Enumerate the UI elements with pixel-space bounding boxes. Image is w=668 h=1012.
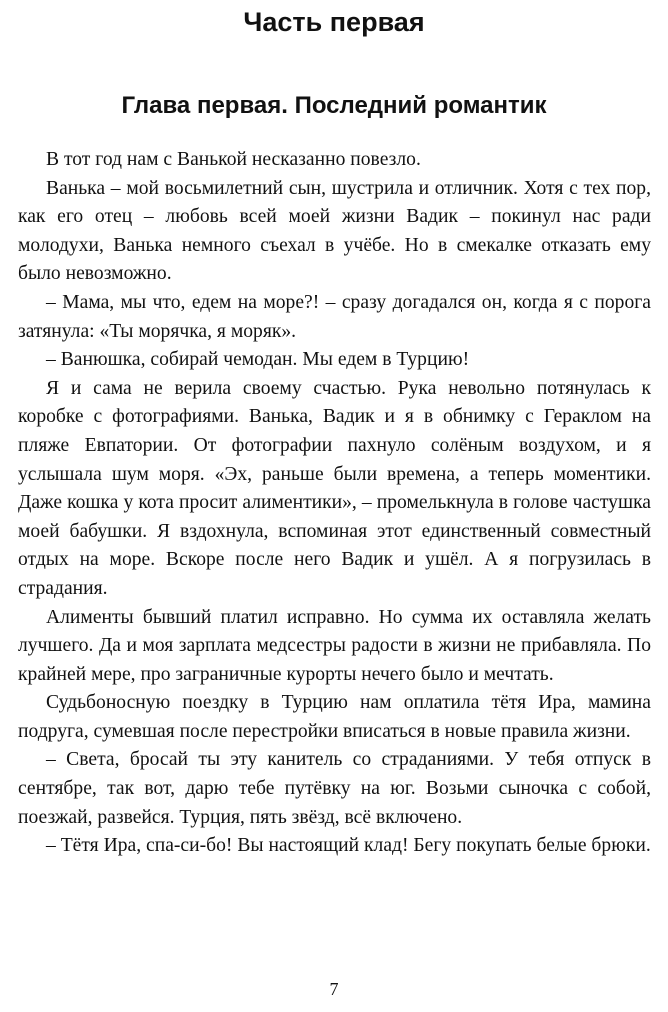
paragraph-3: – Мама, мы что, едем на море?! – сразу догадался он, когда я с порога затянула: «Ты морячка, я моряк». xyxy=(18,291,651,342)
page-number: 7 xyxy=(329,979,339,999)
paragraph-5: Я и сама не верила своему счастью. Рука невольно потянулась к коробке с фотографиями. Ванька, Вадик и я в обнимку с Гераклом на пляже Евпатории. От фотографии пахнуло солёным воздухом, и я услышала шум моря. «Эх, раньше были времена, а теперь моментики. Даже кошка у кота просит алиментики», – промелькнула в голове частушка моей бабушки. Я вздохнула, вспоминая этот единственный совместный отдых на море. Вскоре после него Вадик и ушёл. А я погрузилась в страдания. xyxy=(18,377,651,599)
paragraph-2: Ванька – мой восьмилетний сын, шустрила и отличник. Хотя с тех пор, как его отец – любовь всей моей жизни Вадик – покинул нас ради молодухи, Ванька немного съехал в учёбе. Но в смекалке отказать ему было невозможно. xyxy=(18,177,651,285)
paragraph-9: – Тётя Ира, спа-си-бо! Вы настоящий клад! Бегу покупать белые брюки. xyxy=(46,835,651,857)
paragraph-4: – Ванюшка, собирай чемодан. Мы едем в Турцию! xyxy=(46,349,470,371)
paragraph-6: Алименты бывший платил исправно. Но сумма их оставляла желать лучшего. Да и моя зарплата медсестры радости в жизни не прибавляла. По крайней мере, про заграничные курорты нечего было и мечтать. xyxy=(18,606,651,685)
paragraph-7: Судьбоносную поездку в Турцию нам оплатила тётя Ира, мамина подруга, сумевшая после перестройки вписаться в новые правила жизни. xyxy=(18,692,651,742)
part-title: Часть первая xyxy=(243,7,425,37)
chapter-title: Глава первая. Последний романтик xyxy=(121,92,547,119)
paragraph-8: – Света, бросай ты эту канитель со страданиями. У тебя отпуск в сентябре, так вот, дарю тебе путёвку на юг. Возьми сыночка с собой, поезжай, развейся. Турция, пять звёзд, всё включено. xyxy=(18,749,651,828)
chapter-body xyxy=(18,146,651,861)
paragraph-1: В тот год нам с Ванькой несказанно повезло. xyxy=(46,149,421,170)
